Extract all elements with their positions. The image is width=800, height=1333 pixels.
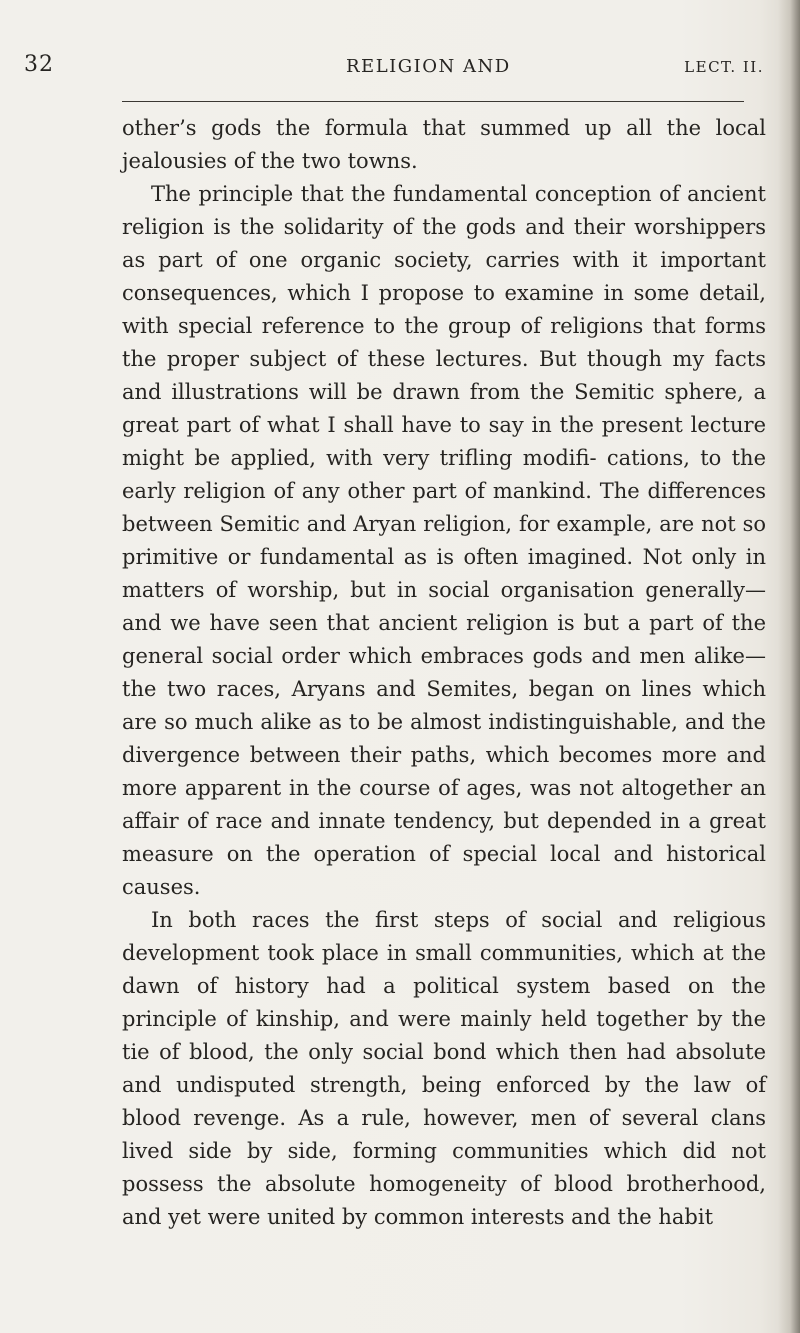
page-number: 32 — [24, 52, 54, 77]
paragraph: The principle that the fundamental conception of ancient religion is the solidarity of the gods and their worshippers as part of one organic society, carries with it important consequences, which I propose to examine in some detail, with special reference to the group of religions that forms the proper subject of these lectures. But though my facts and illustrations will be drawn from the Semitic sphere, a great part of what I shall have to say in the present lecture might be applied, with very trifling modifi- cations, to the early religion of any other part of mankind. The differences between Semitic and Aryan religion, for example, are not so primitive or fundamental as is often imagined. Not only in matters of worship, but in social organisation generally—and we have seen that ancient religion is but a part of the general social order which embraces gods and men alike—the two races, Aryans and Semites, began on lines which are so much alike as to be almost indistinguishable, and the divergence between their paths, which becomes more and more apparent in the course of ages, was not altogether an affair of race and innate tendency, but depended in a great measure on the operation of special local and historical causes. — [122, 182, 766, 899]
paragraph: other’s gods the formula that summed up all the local jealousies of the two towns. — [122, 116, 766, 173]
paragraph: In both races the first steps of social and religious development took place in small communities, which at the dawn of history had a political system based on the principle of kinship, and were mainly held together by the tie of blood, the only social bond which then had absolute and undisputed strength, being enforced by the law of blood revenge. As a rule, however, men of several clans lived side by side, forming communities which did not possess the absolute homogeneity of blood brotherhood, and yet were united by common interests and the habit — [122, 908, 766, 1229]
running-head — [24, 52, 764, 86]
running-head-title: RELIGION AND — [346, 56, 511, 77]
page-edge-shadow — [778, 0, 800, 1333]
header-rule — [122, 101, 744, 102]
body-text — [122, 112, 766, 1234]
running-head-lecture: LECT. II. — [684, 58, 764, 76]
